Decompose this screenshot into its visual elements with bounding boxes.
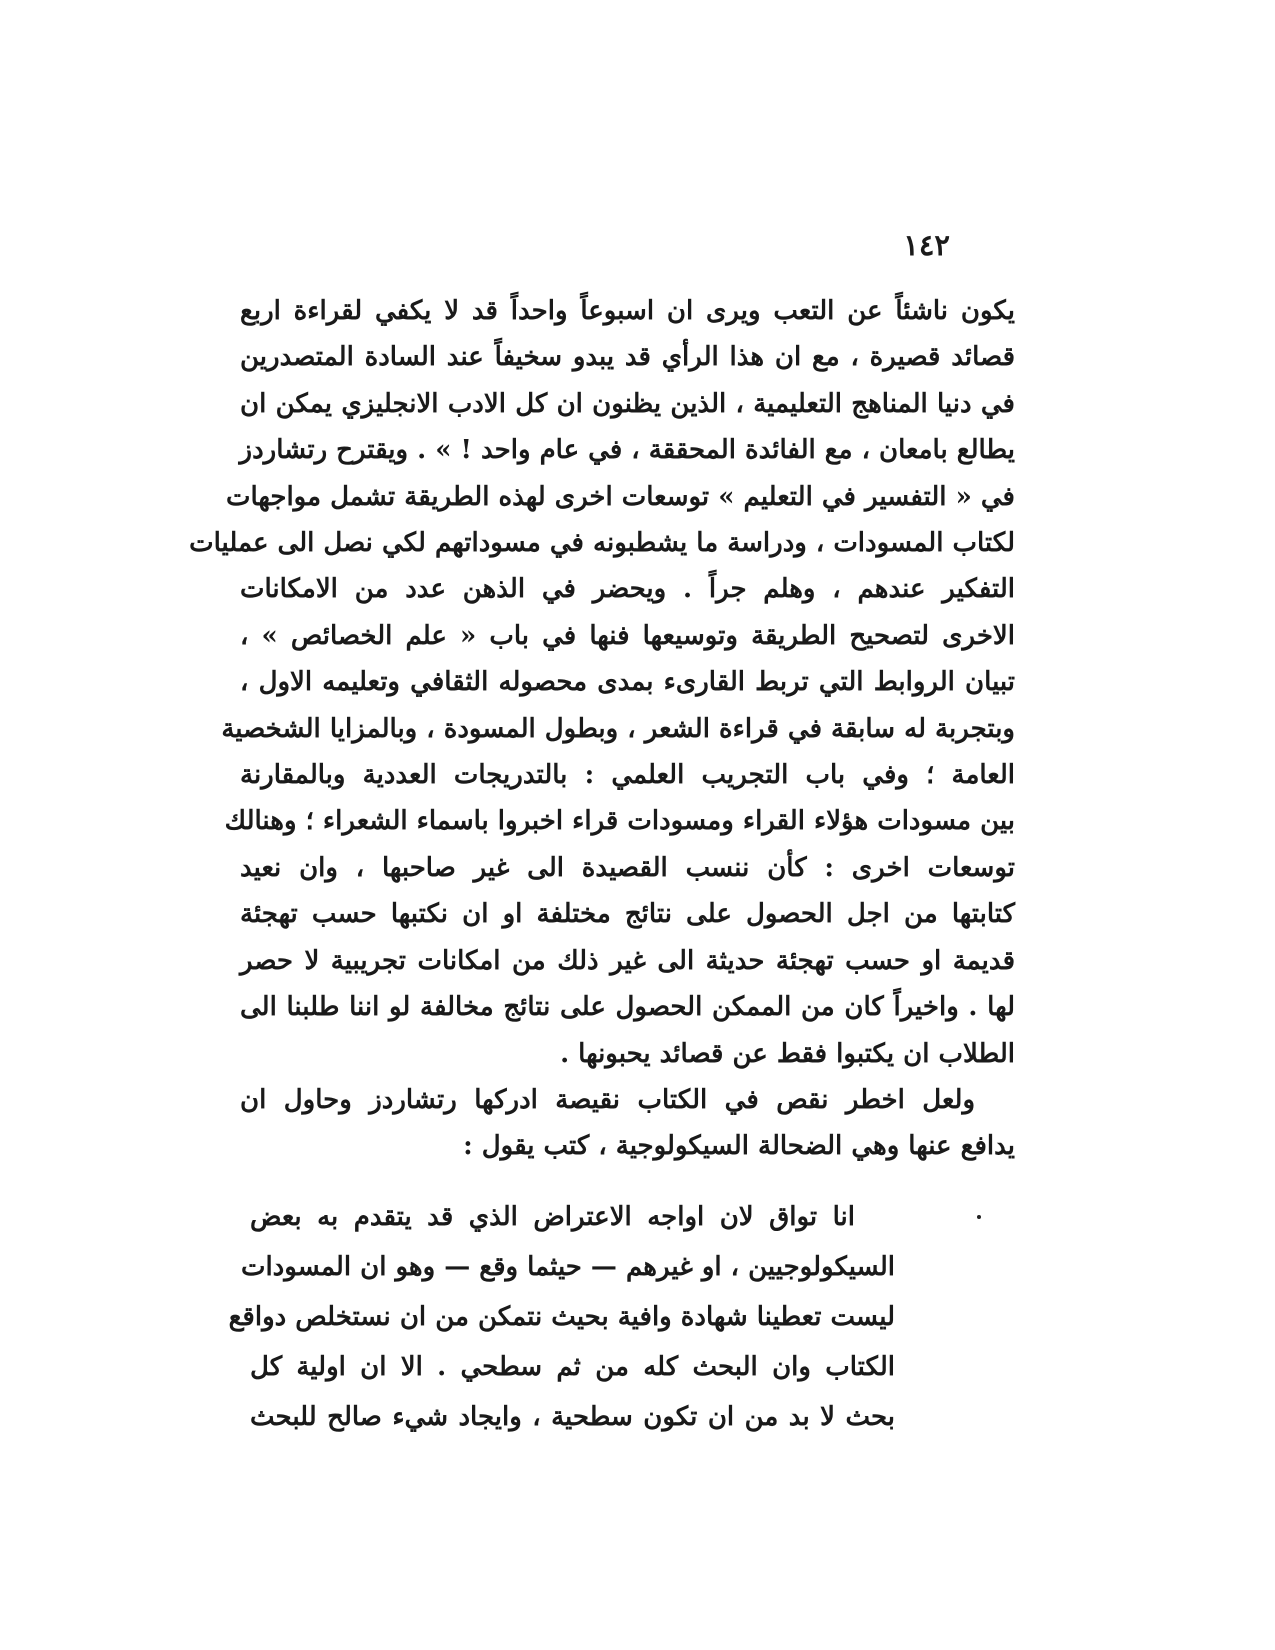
text-line: قديمة او حسب تهجئة حديثة الى غير ذلك من امكانات تجريبية لا حصر [240, 945, 1015, 976]
text-line: لكتاب المسودات ، ودراسة ما يشطبونه في مسوداتهم لكي نصل الى عمليات [189, 528, 1015, 559]
text-line: لها . واخيراً كان من الممكن الحصول على نتائج مخالفة لو اننا طلبنا الى [240, 992, 1015, 1023]
text-line: وبتجربة له سابقة في قراءة الشعر ، وبطول المسودة ، وبالمزايا الشخصية [221, 713, 1015, 744]
quote-line: السيكولوجيين ، او غيرهم — حيثما وقع — وهو ان المسودات [240, 1252, 895, 1282]
text-line: العامة ؛ وفي باب التجريب العلمي : بالتدريجات العددية وبالمقارنة [240, 760, 1015, 791]
body-text [189, 288, 1015, 1170]
text-line: قصائد قصيرة ، مع ان هذا الرأي قد يبدو سخيفاً عند السادة المتصدرين [240, 342, 1015, 373]
text-line: بين مسودات هؤلاء القراء ومسودات قراء اخبروا باسماء الشعراء ؛ وهنالك [224, 806, 1015, 837]
text-line: يكون ناشئاً عن التعب ويرى ان اسبوعاً واحداً قد لا يكفي لقراءة اربع [240, 296, 1015, 326]
text-line: الطلاب ان يكتبوا فقط عن قصائد يحبونها . [560, 1038, 1015, 1069]
text-line: يطالع بامعان ، مع الفائدة المحققة ، في عام واحد ! » . ويقترح رتشاردز [239, 435, 1015, 466]
text-line: كتابتها من اجل الحصول على نتائج مختلفة او ان نكتبها حسب تهجئة [240, 899, 1015, 930]
quote-line: بحث لا بد من ان تكون سطحية ، وايجاد شيء صالح للبحث [250, 1402, 895, 1432]
text-line: يدافع عنها وهي الضحالة السيكولوجية ، كتب يقول : [463, 1131, 1015, 1162]
quote-line: ليست تعطينا شهادة وافية بحيث نتمكن من ان نستخلص دواقع [228, 1302, 895, 1332]
text-line: ولعل اخطر نقص في الكتاب نقيصة ادركها رتشاردز وحاول ان [240, 1084, 975, 1115]
page-number: ١٤٢ [903, 228, 950, 262]
quote-line: انا تواق لان اواجه الاعتراض الذي قد يتقدم به بعض [250, 1202, 855, 1232]
text-line: التفكير عندهم ، وهلم جراً . ويحضر في الذهن عدد من الامكانات [240, 574, 1015, 605]
stray-dot [977, 1215, 981, 1219]
text-line: في « التفسير في التعليم » توسعات اخرى لهذه الطريقة تشمل مواجهات [226, 481, 1015, 512]
quote-line: الكتاب وان البحث كله من ثم سطحي . الا ان اولية كل [250, 1352, 895, 1382]
text-line: توسعات اخرى : كأن ننسب القصيدة الى غير صاحبها ، وان نعيد [240, 852, 1015, 883]
text-line: في دنيا المناهج التعليمية ، الذين يظنون ان كل الادب الانجليزي يمكن ان [240, 388, 1015, 419]
text-line: الاخرى لتصحيح الطريقة وتوسيعها فنها في باب « علم الخصائص » ، [240, 620, 1015, 651]
block-quote [228, 1192, 895, 1442]
text-line: تبيان الروابط التي تربط القارىء بمدى محصوله الثقافي وتعليمه الاول ، [240, 667, 1015, 698]
